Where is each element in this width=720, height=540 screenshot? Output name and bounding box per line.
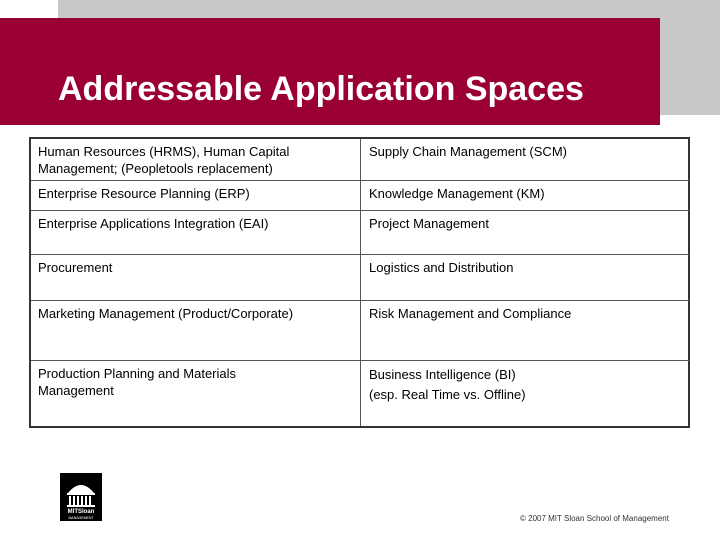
table-cell: Enterprise Applications Integration (EAI): [31, 211, 361, 255]
table-cell: Logistics and Distribution: [361, 255, 690, 301]
decorative-gray-band: [58, 0, 720, 18]
table-cell: Risk Management and Compliance: [361, 301, 690, 361]
slide-title: Addressable Application Spaces: [58, 70, 584, 108]
decorative-gray-block: [660, 18, 720, 115]
application-spaces-table: [29, 137, 690, 428]
table-cell: Business Intelligence (BI) (esp. Real Time vs. Offline): [369, 367, 526, 402]
table-cell: Human Resources (HRMS), Human Capital Management; (Peopletools replacement): [31, 139, 361, 181]
table-cell: Marketing Management (Product/Corporate): [31, 301, 361, 361]
table-cell: Knowledge Management (KM): [361, 181, 690, 211]
mit-dome-logo-icon: [60, 473, 102, 521]
table-cell: Enterprise Resource Planning (ERP): [31, 181, 361, 211]
table-cell: Project Management: [361, 211, 690, 255]
table-cell: Procurement: [31, 255, 361, 301]
table-cell: Supply Chain Management (SCM): [361, 139, 690, 181]
logo-text-sub: MANAGEMENT: [68, 516, 94, 520]
footer-copyright: © 2007 MIT Sloan School of Management: [520, 514, 669, 523]
logo-text-main: MITSloan: [67, 509, 95, 515]
table-cell: Production Planning and Materials Management: [31, 361, 361, 426]
